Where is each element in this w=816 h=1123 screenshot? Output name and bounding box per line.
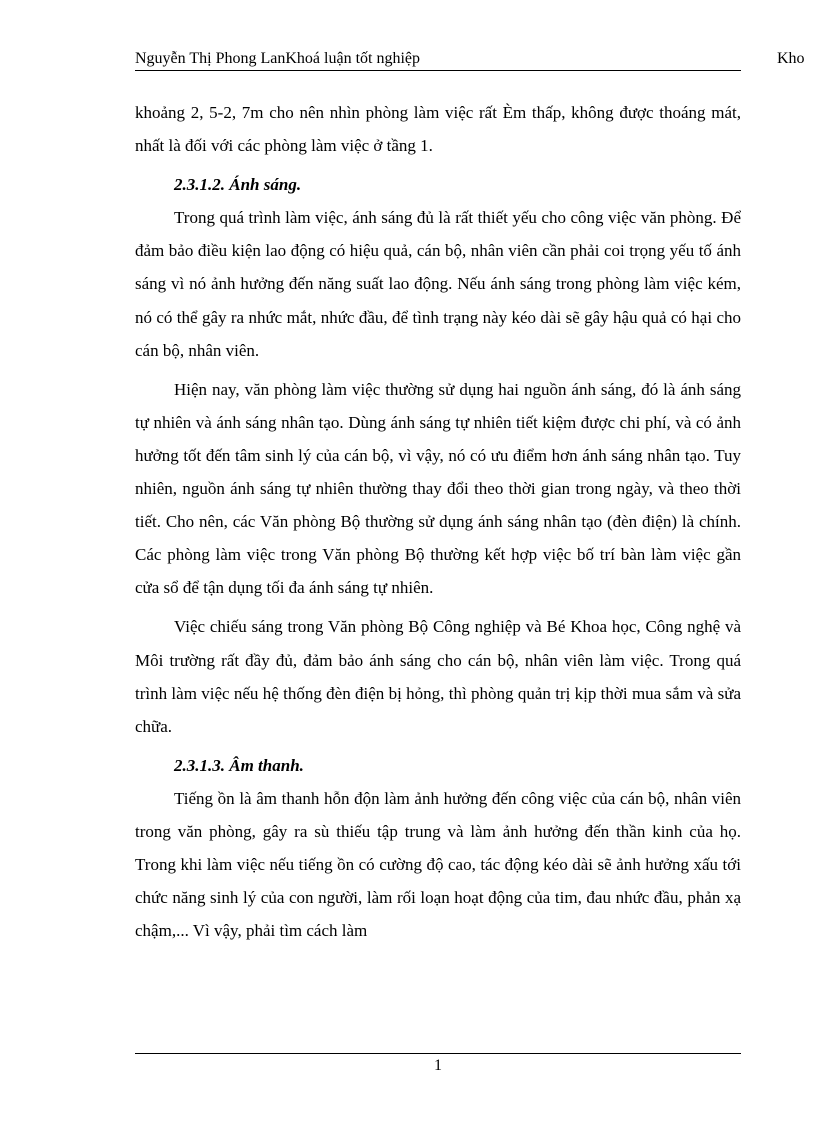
paragraph-continuation: khoảng 2, 5-2, 7m cho nên nhìn phòng làm việc rất Èm thấp, không được thoáng mát, nhất là đối với các phòng làm việc ở tầng 1. (135, 103, 741, 156)
paragraph-lighting-ministry: Việc chiếu sáng trong Văn phòng Bộ Công nghiệp và Bé Khoa học, Công nghệ và Môi trường rất đầy đủ, đảm bảo ánh sáng cho cán bộ, nhân viên làm việc. Trong quá trình làm việc nếu hệ thống đèn điện bị hỏng, thì phòng quản trị kịp thời mua sắm và sửa chữa. (135, 617, 741, 736)
running-header-left: Nguyễn Thị Phong LanKhoá luận tốt nghiệp (135, 50, 420, 67)
running-header-right: Kho (777, 50, 805, 67)
document-body (135, 96, 741, 947)
section-heading-lighting: 2.3.1.2. Ánh sáng. (174, 175, 302, 195)
page-number: 1 (434, 1057, 442, 1074)
paragraph-lighting-importance: Trong quá trình làm việc, ánh sáng đủ là rất thiết yếu cho công việc văn phòng. Để đảm bảo điều kiện lao động có hiệu quả, cán bộ, nhân viên cần phải coi trọng yếu tố ánh sáng vì nó ảnh hưởng đến năng suất lao động. Nếu ánh sáng trong phòng làm việc kém, nó có thể gây ra nhức mắt, nhức đầu, để tình trạng này kéo dài sẽ gây hậu quả có hại cho cán bộ, nhân viên. (135, 208, 741, 360)
header-divider (135, 70, 741, 71)
paragraph-light-sources: Hiện nay, văn phòng làm việc thường sử dụng hai nguồn ánh sáng, đó là ánh sáng tự nhiên và ánh sáng nhân tạo. Dùng ánh sáng tự nhiên tiết kiệm được chi phí, và có ảnh hưởng tốt đến tâm sinh lý của cán bộ, vì vậy, nó có ưu điểm hơn ánh sáng nhân tạo. Tuy nhiên, nguồn ánh sáng tự nhiên thường thay đổi theo thời gian trong ngày, và theo thời tiết. Cho nên, các Văn phòng Bộ thường sử dụng ánh sáng nhân tạo (đèn điện) là chính. Các phòng làm việc trong Văn phòng Bộ thường kết hợp việc bố trí bàn làm việc gần cửa sổ để tận dụng tối đa ánh sáng tự nhiên. (135, 379, 741, 598)
footer-divider (135, 1053, 741, 1054)
paragraph-noise: Tiếng ồn là âm thanh hỗn độn làm ảnh hưởng đến công việc của cán bộ, nhân viên trong văn phòng, gây ra sù thiếu tập trung và làm ảnh hưởng đến thần kinh của họ. Trong khi làm việc nếu tiếng ồn có cường độ cao, tác động kéo dài sẽ ảnh hưởng xấu tới chức năng sinh lý của con người, làm rối loạn hoạt động của tim, đau nhức đầu, phản xạ chậm,... Vì vậy, phải tìm cách làm (135, 788, 741, 941)
section-heading-sound: 2.3.1.3. Âm thanh. (174, 755, 304, 775)
